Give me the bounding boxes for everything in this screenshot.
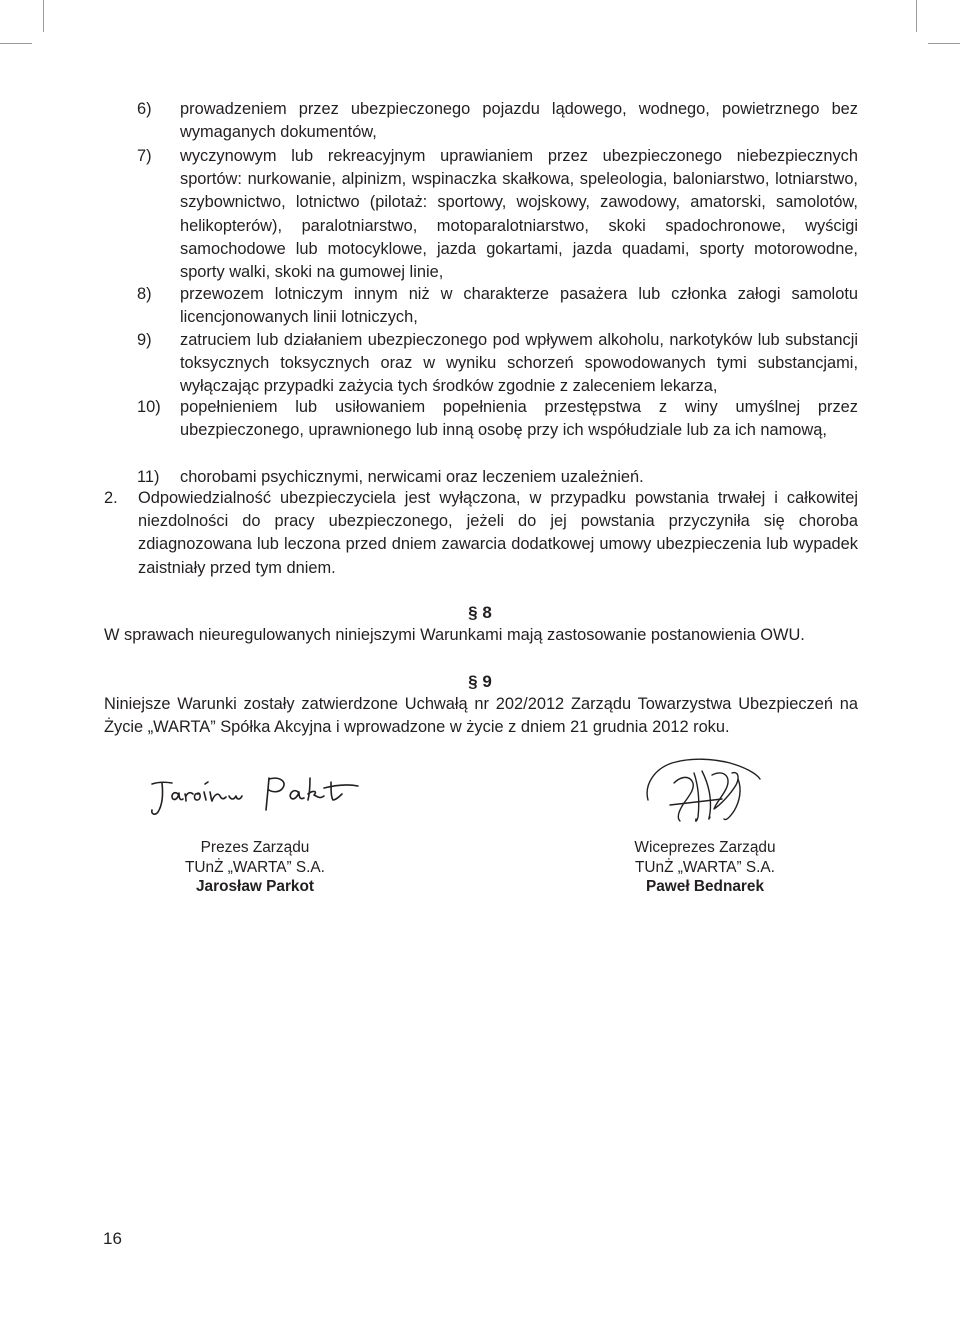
list-item-7: [137, 145, 858, 284]
signer-role: Prezes Zarządu: [200, 839, 310, 856]
signature-right: [640, 755, 770, 830]
list-item-text: popełnieniem lub usiłowaniem popełnienia przestępstwa z winy umyślnej przez ubezpieczonego, uprawnionego lub inną osobę przy ich współudziale lub za ich namową,: [180, 398, 858, 440]
section-heading-9: § 9: [468, 672, 492, 691]
list-item-text: wyczynowym lub rekreacyjnym uprawianiem przez ubezpieczonego niebezpiecznych sportów: nurkowanie, alpinizm, wspinaczka skałkowa, speleologia, baloniarstwo, lotniarstwo, szybownictwo, lotnictwo (pilotaż: sportowy, wojskowy, zawodowy, amatorski, samolotów, helikopterów), paralotniarstwo, motoparalotniarstwo, skoki spadochronowe, wyścigi samochodowe lub motocyklowe, jazda gokartami, jazda quadami, sporty motorowodne, sporty walki, skoki na gumowej linie,: [180, 147, 858, 282]
list-item-text: przewozem lotniczym innym niż w charakterze pasażera lub członka załogi samolotu licencjonowanych linii lotniczych,: [180, 285, 858, 327]
crop-mark-top-right-h: [928, 43, 960, 44]
list-item-6: [137, 98, 858, 144]
signer-name: Paweł Bednarek: [645, 878, 765, 895]
crop-mark-top-left-h: [0, 43, 32, 44]
signature-left: [148, 770, 363, 820]
list-item-number: 9): [137, 331, 152, 349]
page-number: 16: [103, 1229, 122, 1248]
signer-name: Jarosław Parkot: [195, 878, 315, 895]
list-item-number: 11): [137, 468, 160, 486]
list-item-10: [137, 396, 858, 442]
signer-role: Wiceprezes Zarządu: [634, 839, 776, 856]
section-heading-8: § 8: [468, 603, 492, 622]
list-item-8: [137, 283, 858, 329]
list-item-11: [137, 466, 858, 489]
signer-company: TUnŻ „WARTA” S.A.: [185, 858, 325, 876]
list-item-text: prowadzeniem przez ubezpieczonego pojazdu lądowego, wodnego, powietrznego bez wymaganych dokumentów,: [180, 100, 858, 142]
list-item-number: 6): [137, 100, 152, 118]
crop-mark-top-left: [43, 0, 44, 32]
list-item-number: 7): [137, 147, 152, 165]
crop-mark-top-right: [916, 0, 917, 32]
signature-block-right: [600, 838, 810, 897]
point-2: [104, 487, 858, 580]
point-number: 2.: [104, 489, 118, 507]
signer-company: TUnŻ „WARTA” S.A.: [635, 858, 775, 876]
section-9-text: Niniejsze Warunki zostały zatwierdzone Uchwałą nr 202/2012 Zarządu Towarzystwa Ubezpieczeń na Życie „WARTA” Spółka Akcyjna i wprowadzone w życie z dniem 21 grudnia 2012 roku.: [104, 695, 858, 737]
list-item-9: [137, 329, 858, 399]
list-item-text: zatruciem lub działaniem ubezpieczonego pod wpływem alkoholu, narkotyków lub substancji toksycznych toksycznych oraz w wyniku schorzeń spowodowanych tymi substancjami, wyłączając przypadki zażycia tych środków zgodnie z zaleceniem lekarza,: [180, 331, 858, 396]
section-8-text: W sprawach nieuregulowanych niniejszymi Warunkami mają zastosowanie postanowienia OWU.: [104, 626, 805, 644]
signature-block-left: [150, 838, 360, 897]
list-item-text: chorobami psychicznymi, nerwicami oraz leczeniem uzależnień.: [180, 468, 644, 486]
point-text: Odpowiedzialność ubezpieczyciela jest wyłączona, w przypadku powstania trwałej i całkowitej niezdolności do pracy ubezpieczonego, jeżeli do jej powstania przyczyniła się choroba zdiagnozowana lub leczona przed dniem zawarcia dodatkowej umowy ubezpieczenia lub wypadek zaistniały przed tym dniem.: [138, 489, 858, 577]
list-item-number: 8): [137, 285, 152, 303]
list-item-number: 10): [137, 398, 161, 416]
